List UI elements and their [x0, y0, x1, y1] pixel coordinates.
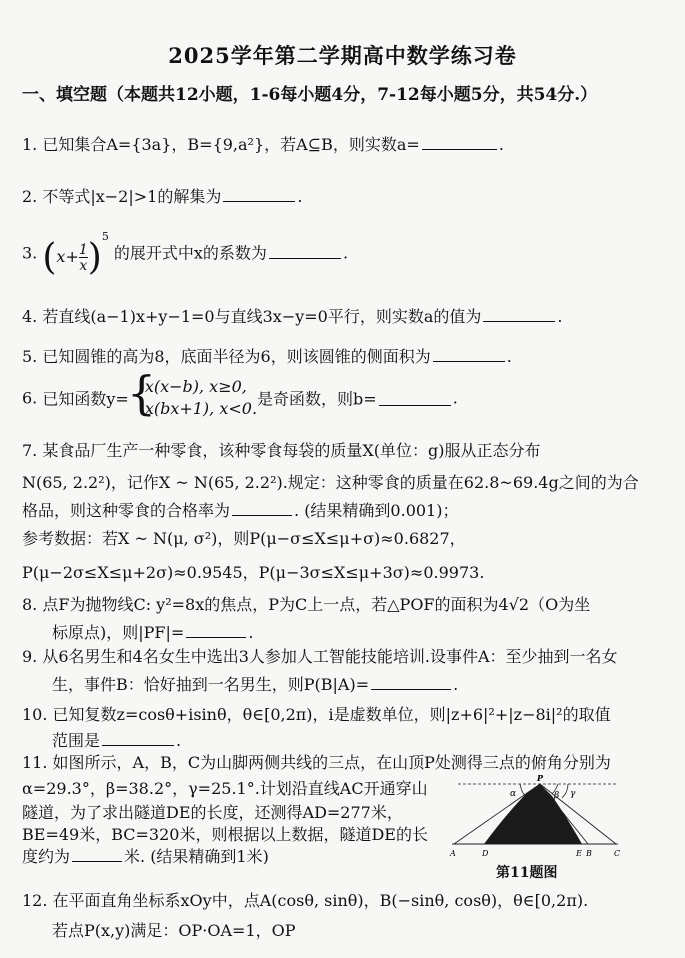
q3-fraction [79, 243, 88, 273]
question-5 [22, 344, 512, 367]
q3-frac-num: 1 [78, 241, 88, 258]
q9-line-2b: . [453, 675, 459, 694]
q7-line-3a: 格品，则这种零食的合格率为 [22, 501, 231, 520]
q2-text: 不等式|x−2|>1的解集为 [42, 187, 222, 206]
q1-text: 已知集合A={3a}，B={9,a²}，若A⊆B，则实数a= [42, 135, 420, 154]
q9-line-2a: 生，事件B：恰好抽到一名男生，则P(B|A)= [52, 675, 370, 694]
q10-line-2a: 范围是 [52, 731, 101, 750]
q6-case-2: x(bx+1), x<0. [144, 399, 258, 418]
label-e: E [576, 849, 582, 858]
q6-lead: 已知函数y= [42, 389, 129, 409]
q4-blank [483, 307, 555, 322]
label-b: B [586, 849, 592, 858]
q11-line-5 [22, 844, 269, 867]
label-beta: β [554, 791, 560, 801]
q11-line-4: BE=49米，BC=320米，则根据以上数据，隧道DE的长 [22, 825, 428, 844]
q11-line-1: 11. 如图所示，A，B，C为山脚两侧共线的三点，在山顶P处测得三点的俯角分别为 [22, 753, 611, 772]
q9-line-1: 9. 从6名男生和4名女生中选出3人参加人工智能技能培训.设事件A：至少抽到一名女 [22, 647, 618, 666]
q11-line-5b: 米. (结果精确到1米) [124, 847, 269, 866]
label-alpha: α [510, 789, 517, 799]
q1-number: 1. [22, 135, 38, 154]
q4-text: 若直线(a−1)x+y−1=0与直线3x−y=0平行，则实数a的值为 [42, 307, 482, 326]
q12-line-1: 12. 在平面直角坐标系xOy中，点A(cosθ, sinθ)，B(−sinθ, cosθ)，θ∈[0,2π). [22, 891, 589, 910]
q10-line-2 [52, 728, 181, 751]
q11-figure [448, 772, 624, 872]
q8-line-2a: 标原点)，则|PF|= [52, 623, 185, 642]
q8-line-2 [52, 620, 253, 643]
label-d: D [482, 849, 489, 858]
mountain-shape [484, 784, 582, 844]
q8-blank [186, 623, 246, 638]
question-1 [22, 132, 504, 155]
q6-cases: { x(x−b), x≥0, x(bx+1), x<0. [126, 366, 258, 420]
q6-blank [379, 391, 451, 406]
q11-line-5a: 度约为 [22, 847, 71, 866]
question-3 [22, 230, 348, 278]
q3-expression: (x+ $\frac{1}{x}$ )$^5$ [42, 230, 109, 278]
q11-figure-caption: 第11题图 [496, 865, 558, 881]
q3-blank [269, 244, 341, 259]
q7-line-1: 7. 某食品厂生产一种零食，该种零食每袋的质量X(单位：g)服从正态分布 [22, 441, 541, 460]
q12-line-2: 若点P(x,y)满足：OP·OA=1，OP [52, 921, 296, 940]
q7-blank [232, 501, 292, 516]
q8-line-2b: . [248, 623, 254, 642]
label-gamma: γ [570, 789, 576, 799]
question-4 [22, 304, 562, 327]
q10-line-2b: . [176, 731, 182, 750]
q4-end: . [557, 307, 563, 326]
q2-number: 2. [22, 187, 38, 206]
q6-number: 6. [22, 388, 38, 408]
q3-end: . [342, 243, 349, 263]
label-c: C [614, 849, 621, 858]
q3-plus: + [65, 247, 79, 266]
q7-line-3b: . (结果精确到0.001)； [294, 501, 459, 520]
q3-x: x [56, 247, 66, 266]
q8-line-1: 8. 点F为抛物线C: y²=8x的焦点，P为C上一点，若△POF的面积为4√2（O为坐 [22, 595, 591, 614]
q6-tail: 是奇函数，则b= [257, 389, 377, 409]
question-2 [22, 184, 302, 207]
q7-line-4: 参考数据：若X ~ N(μ, σ²)，则P(μ−σ≤X≤μ+σ)≈0.6827， [22, 529, 466, 548]
section-heading: 一、填空题（本题共12小题，1-6每小题4分，7-12每小题5分，共54分.） [22, 85, 598, 105]
q3-text: 的展开式中x的系数为 [113, 243, 267, 263]
q2-end: . [297, 187, 303, 206]
q7-line-5: P(μ−2σ≤X≤μ+2σ)≈0.9545，P(μ−3σ≤X≤μ+3σ)≈0.9973. [22, 563, 485, 582]
label-a: A [450, 849, 456, 858]
q3-number: 3. [22, 243, 38, 263]
q11-blank [72, 847, 122, 862]
q10-line-1: 10. 已知复数z=cosθ+isinθ，θ∈[0,2π)，i是虚数单位，则|z+6|²+|z−8i|²的取值 [22, 705, 611, 724]
q5-text: 已知圆锥的高为8，底面半径为6，则该圆锥的侧面积为 [42, 347, 431, 366]
q1-blank [422, 135, 497, 150]
q11-line-3: 隧道，为了求出隧道DE的长度，还测得AD=277米， [22, 803, 403, 822]
q6-end: . [452, 388, 458, 408]
q1-end: . [498, 135, 504, 154]
q9-line-2 [52, 672, 458, 695]
q5-blank [433, 347, 505, 362]
q10-blank [102, 731, 174, 746]
q11-line-2: α=29.3°，β=38.2°，γ=25.1°.计划沿直线AC开通穿山 [22, 779, 428, 798]
q4-number: 4. [22, 307, 38, 326]
q7-line-2: N(65, 2.2²)，记作X ~ N(65, 2.2²).规定：这种零食的质量在62.8~69.4g之间的为合 [22, 473, 639, 492]
question-6 [22, 366, 458, 420]
q5-end: . [506, 347, 512, 366]
q3-exponent: 5 [101, 230, 109, 243]
label-p: P [537, 773, 544, 783]
q5-number: 5. [22, 347, 38, 366]
q2-blank [223, 187, 295, 202]
q3-frac-den: x [79, 257, 88, 274]
q6-case-1: x(x−b), x≥0, [144, 377, 247, 396]
q9-blank [371, 675, 451, 690]
q7-line-3 [22, 498, 458, 521]
page-title: 2025学年第二学期高中数学练习卷 [168, 43, 517, 68]
